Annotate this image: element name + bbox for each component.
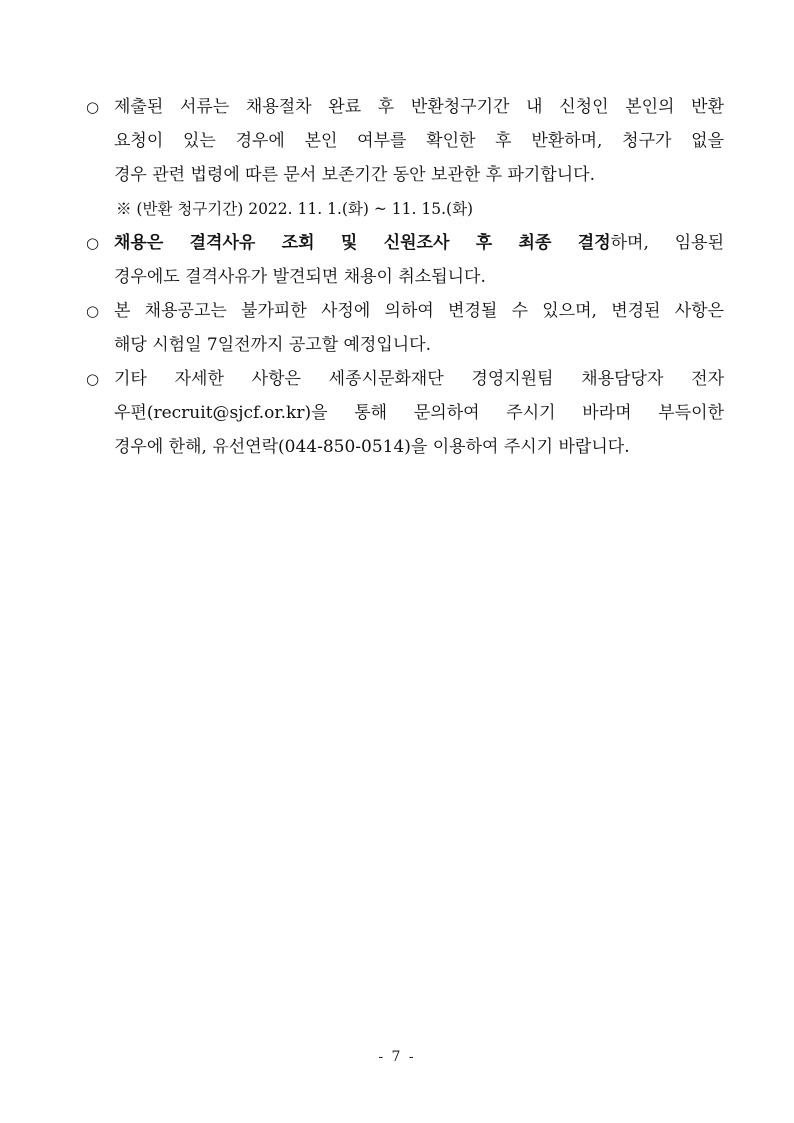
item-text-line: 경우에 한해, 유선연락(044-850-0514)을 이용하여 주시기 바랍니다. (114, 437, 630, 457)
list-item-document-return (84, 90, 724, 226)
page-number: - 7 - (378, 1049, 416, 1065)
item-text-line: 경우 관련 법령에 따른 문서 보존기간 동안 보관한 후 파기합니다. (114, 165, 596, 185)
item-text-line: 요청이 있는 경우에 본인 여부를 확인한 후 반환하며, 청구가 없을 (114, 131, 724, 151)
list-item-final-decision (84, 226, 724, 294)
return-period-note: ※ (반환 청구기간) 2022. 11. 1.(화) ~ 11. 15.(화) (116, 200, 474, 218)
document-body (84, 90, 724, 464)
item-text-line: 기타 자세한 사항은 세종시문화재단 경영지원팀 채용담당자 전자 (114, 369, 724, 389)
bullet-circle-icon: ○ (86, 98, 100, 116)
bullet-circle-icon: ○ (86, 234, 100, 252)
item-text-line (114, 226, 724, 260)
item-text-line: 제출된 서류는 채용절차 완료 후 반환청구기간 내 신청인 본인의 반환 (114, 97, 724, 117)
item-text-line: 경우에도 결격사유가 발견되면 채용이 취소됩니다. (114, 267, 486, 287)
list-item-notice-change (84, 294, 724, 362)
bullet-circle-icon: ○ (86, 370, 100, 388)
item-text-line: 우편(recruit@sjcf.or.kr)을 통해 문의하여 주시기 바라며 부득이한 (114, 403, 724, 423)
item-text-rest: 하며, 임용된 (610, 233, 724, 253)
item-text-line: 해당 시험일 7일전까지 공고할 예정입니다. (114, 335, 432, 355)
list-item-contact (84, 362, 724, 464)
bullet-circle-icon: ○ (86, 302, 100, 320)
item-text-line: 본 채용공고는 불가피한 사정에 의하여 변경될 수 있으며, 변경된 사항은 (114, 301, 724, 321)
emphasis-text: 채용은 결격사유 조회 및 신원조사 후 최종 결정 (114, 233, 611, 253)
